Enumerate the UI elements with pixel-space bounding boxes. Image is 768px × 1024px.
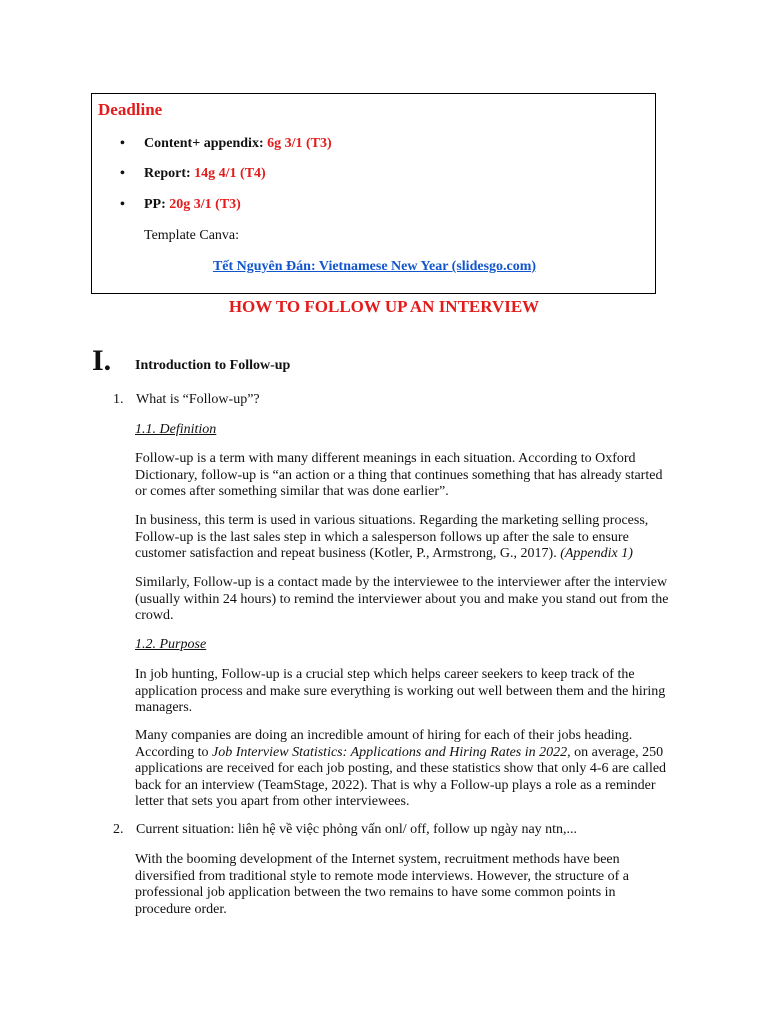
paragraph-text: , on average, 250 applications are received for each job posting, and these statistics show that only 4-6 are called back for an interview (TeamStage, 2022). That is why a Follow-up plays a role as a reminder letter that sets you apart from other interviewees. (135, 744, 667, 809)
deadline-item-value: 6g 3/1 (T3) (267, 136, 332, 151)
deadline-item-value: 14g 4/1 (T4) (194, 166, 266, 181)
deadline-item-label: Report: (144, 166, 191, 181)
paragraph-text: Follow-up is a term with many different meanings in each situation. According to Oxford Dictionary, follow-up is “an action or a thing that continues something that has already started or comes after something similar that was done earlier”. (135, 451, 663, 499)
paragraph-text: With the booming development of the Internet system, recruitment methods have been diversified from traditional style to remote mode interviews. However, the structure of a professional job application between the two remains to have some common points in procedure order. (135, 852, 629, 917)
list-item-text: Current situation: liên hệ về việc phỏng vấn onl/ off, follow up ngày nay ntn,... (136, 822, 578, 837)
section-numeral: I. (92, 344, 112, 377)
subheading-purpose: 1.2. Purpose (135, 637, 207, 652)
deadline-item-label: PP: (144, 197, 166, 212)
template-canva-link[interactable]: Tết Nguyên Đán: Vietnamese New Year (slidesgo.com) (212, 259, 537, 274)
paragraph-definition (135, 451, 675, 501)
paragraph-job-hunting (135, 667, 675, 717)
list-number: 2. (113, 822, 124, 837)
deadline-box (91, 93, 656, 294)
paragraph-text: In business, this term is used in various situations. Regarding the marketing selling process, Follow-up is the last sales step in which a salesperson follows up after the sale to ensure customer satisfaction and repeat business (Kotler, P., Armstrong, G., 2017). (135, 513, 649, 561)
paragraph-text: In job hunting, Follow-up is a crucial step which helps career seekers to keep track of the application process and make sure everything is working out well between them and the hiring managers. (135, 667, 666, 715)
paragraph-text: Similarly, Follow-up is a contact made by the interviewee to the interviewer after the interview (usually within 24 hours) to remind the interviewer about you and make you stand out from the crowd. (135, 575, 669, 623)
deadline-title: Deadline (98, 100, 163, 119)
subheading-definition: 1.1. Definition (135, 422, 217, 437)
paragraph-statistics (135, 728, 675, 811)
source-title: Job Interview Statistics: Applications and Hiring Rates in 2022 (211, 744, 568, 760)
document-title: HOW TO FOLLOW UP AN INTERVIEW (228, 297, 540, 316)
appendix-reference: (Appendix 1) (560, 546, 633, 561)
paragraph-business (135, 513, 675, 563)
deadline-item-label: Content+ appendix: (144, 136, 264, 151)
bullet-icon: • (120, 166, 125, 181)
paragraph-text: Many companies are doing an incredible amount of hiring for each of their jobs heading. According to (135, 728, 633, 760)
section-title: Introduction to Follow-up (135, 358, 291, 373)
list-number: 1. (113, 392, 124, 407)
paragraph-current-situation (135, 852, 675, 918)
bullet-icon: • (120, 197, 125, 212)
template-label: Template Canva: (144, 228, 240, 243)
paragraph-similarly (135, 575, 675, 625)
list-item-text: What is “Follow-up”? (136, 392, 260, 407)
bullet-icon: • (120, 136, 125, 151)
deadline-item-value: 20g 3/1 (T3) (169, 197, 241, 212)
